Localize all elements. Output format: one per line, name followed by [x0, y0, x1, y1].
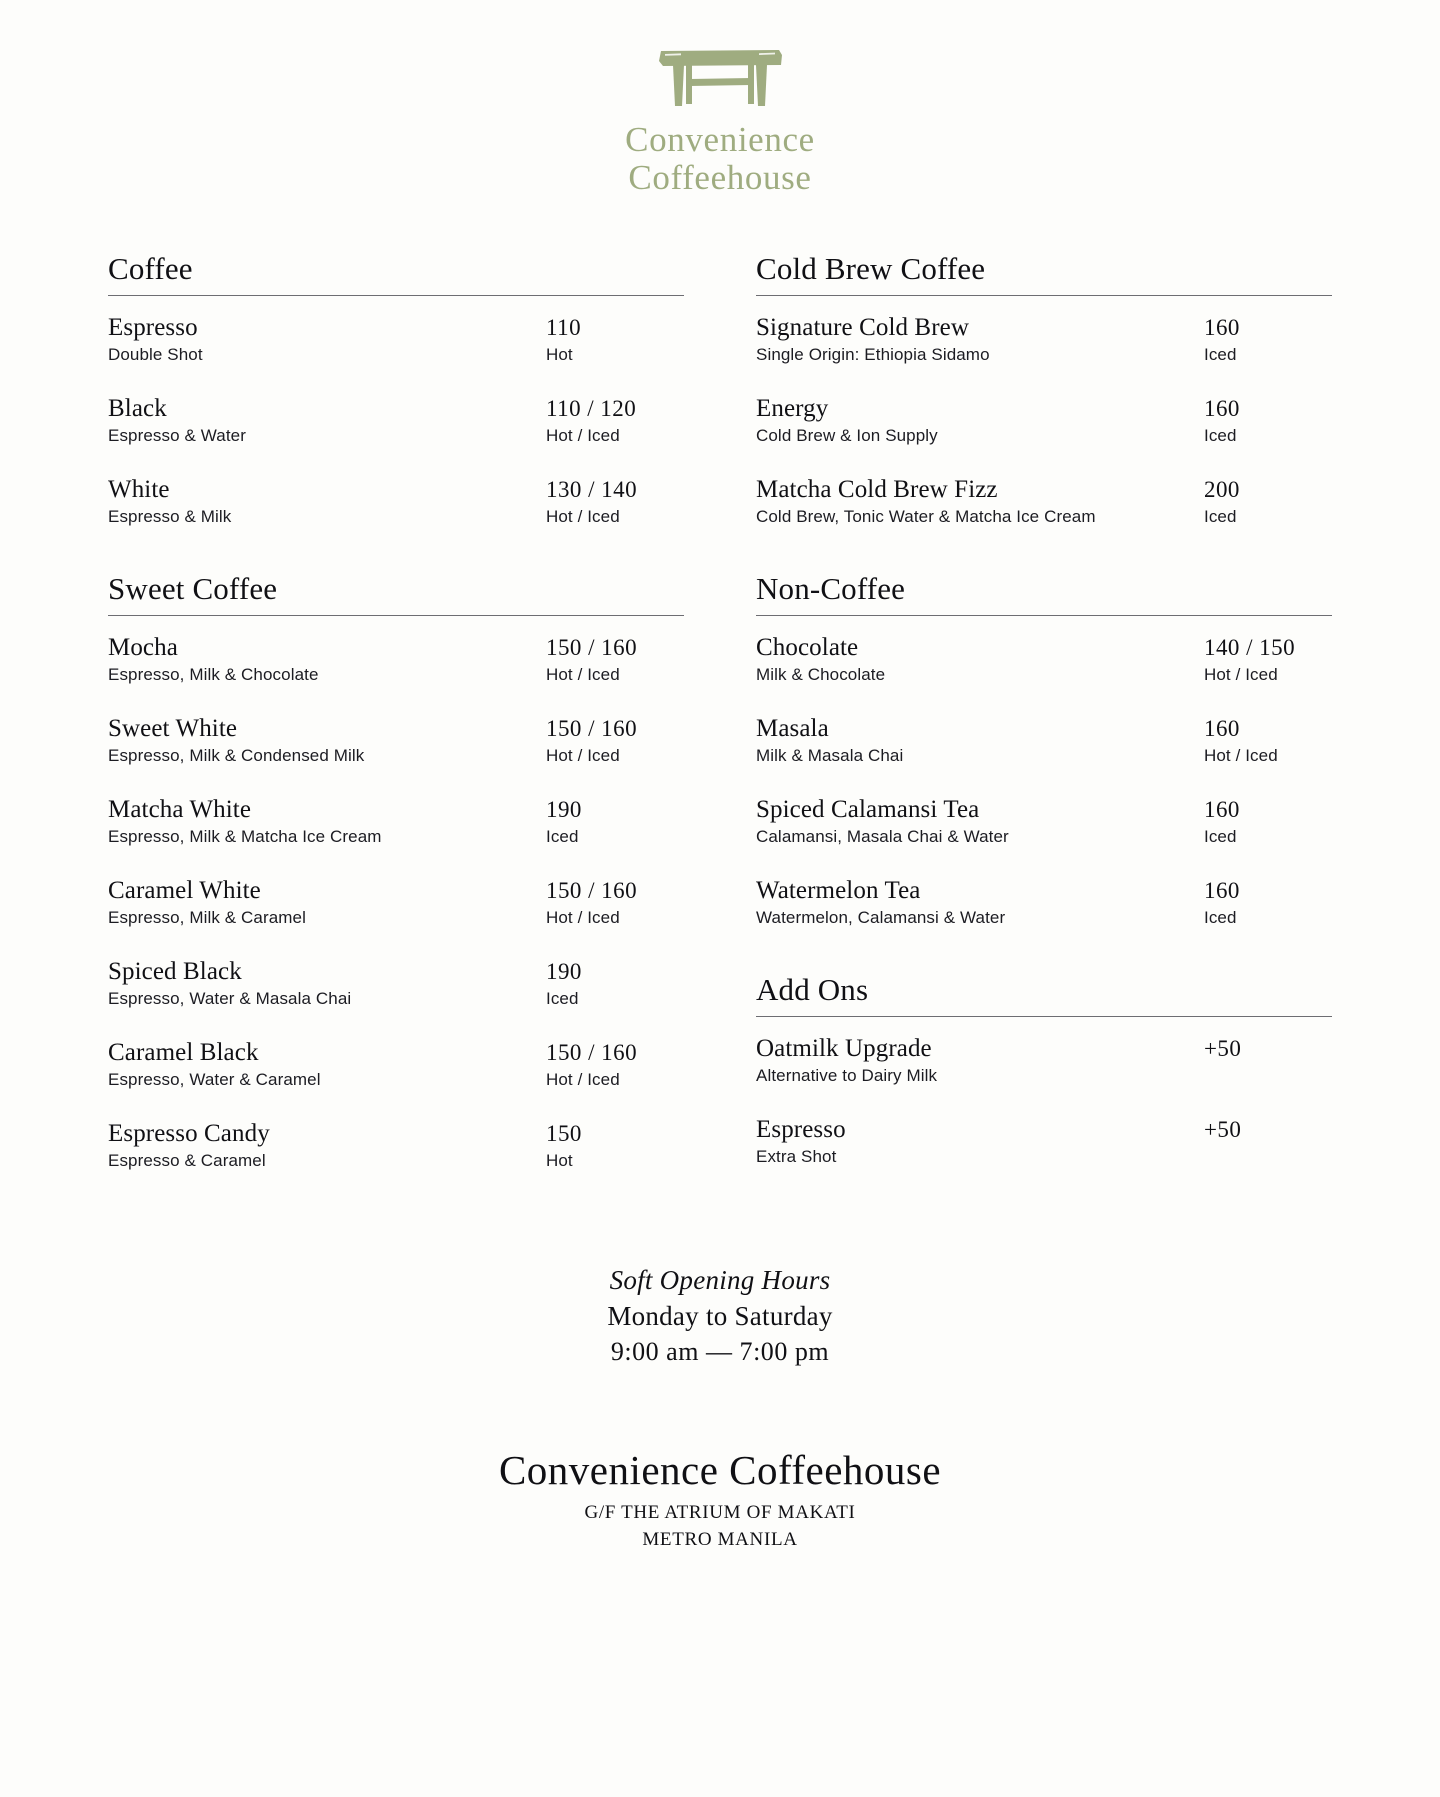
opening-hours-time: 9:00 am — 7:00 pm: [610, 1336, 830, 1366]
menu-item-subline: [756, 908, 1332, 928]
menu-item-subline: [756, 507, 1332, 527]
menu-item-price: 160: [1204, 877, 1240, 903]
menu-item-name: Spiced Calamansi Tea: [756, 795, 980, 823]
menu-item-description: Alternative to Dairy Milk: [756, 1065, 938, 1085]
masthead: [0, 0, 1440, 197]
menu-item-price: 150: [546, 1120, 582, 1146]
menu-item-name: Spiced Black: [108, 957, 242, 985]
menu-item[interactable]: [108, 715, 684, 766]
menu-item-price: 160: [1204, 395, 1240, 421]
menu-item-headline: [108, 877, 684, 905]
opening-hours: [0, 1263, 1440, 1370]
menu-item[interactable]: [108, 796, 684, 847]
menu-item-subline: [108, 345, 684, 365]
menu-item-price: 150 / 160: [546, 634, 638, 660]
menu-item-temperature: Iced: [1204, 425, 1237, 445]
menu-item-price: +50: [1204, 1035, 1242, 1061]
menu-item-price: 110: [546, 314, 582, 340]
menu-item-subline: [108, 908, 684, 928]
menu-item-headline: [108, 476, 684, 504]
menu-item[interactable]: [108, 958, 684, 1009]
menu-column-left: [108, 251, 684, 1171]
menu-item-headline: [108, 314, 684, 342]
menu-item-description: Watermelon, Calamansi & Water: [756, 907, 1006, 927]
menu-item-headline: [756, 1116, 1332, 1144]
menu-item-description: Cold Brew, Tonic Water & Matcha Ice Cream: [756, 506, 1096, 526]
menu-item-description: Milk & Masala Chai: [756, 745, 904, 765]
menu-item-name: Masala: [756, 714, 829, 742]
menu-item-headline: [756, 476, 1332, 504]
menu-item-subline: [756, 827, 1332, 847]
menu-item-description: Espresso, Water & Caramel: [108, 1069, 321, 1089]
menu-item-price: 140 / 150: [1204, 634, 1296, 660]
brand-wordmark-line2: Coffeehouse: [628, 157, 812, 197]
menu-item-name: Caramel White: [108, 876, 261, 904]
menu-item-headline: [108, 796, 684, 824]
menu-item-temperature: Iced: [1204, 826, 1237, 846]
menu-item[interactable]: [756, 476, 1332, 527]
menu-item-price: 130 / 140: [546, 476, 638, 502]
menu-item-subline: [108, 1151, 684, 1171]
menu-item-name: Signature Cold Brew: [756, 313, 969, 341]
menu-item-description: Espresso, Milk & Matcha Ice Cream: [108, 826, 382, 846]
menu-section-sweet-coffee: [108, 571, 684, 1171]
menu-item-description: Espresso & Caramel: [108, 1150, 266, 1170]
menu-item-name: Watermelon Tea: [756, 876, 921, 904]
menu-section-add-ons: [756, 972, 1332, 1167]
menu-section-coffee: [108, 251, 684, 527]
section-divider: [108, 295, 684, 296]
bench-icon: [657, 46, 783, 113]
brand-wordmark: [625, 121, 815, 197]
section-items: [756, 1035, 1332, 1167]
menu-item-headline: [756, 395, 1332, 423]
menu-item-name: Oatmilk Upgrade: [756, 1034, 932, 1062]
menu-item-description: Milk & Chocolate: [756, 664, 886, 684]
menu-item-temperature: Hot / Iced: [546, 664, 620, 684]
menu-item-name: Sweet White: [108, 714, 238, 742]
menu-item-subline: [756, 426, 1332, 446]
page-footer: [0, 1448, 1440, 1594]
menu-section-non-coffee: [756, 571, 1332, 928]
footer-address: [0, 1500, 1440, 1554]
menu-item[interactable]: [756, 314, 1332, 365]
menu-item[interactable]: [108, 314, 684, 365]
section-divider: [108, 615, 684, 616]
section-items: [756, 634, 1332, 928]
menu-item-name: Espresso Candy: [108, 1119, 270, 1147]
section-title: Non-Coffee: [756, 570, 906, 606]
menu-item-description: Double Shot: [108, 344, 203, 364]
menu-item[interactable]: [756, 715, 1332, 766]
menu-item-temperature: Hot / Iced: [1204, 745, 1278, 765]
menu-item-name: Energy: [756, 394, 829, 422]
menu-item-description: Extra Shot: [756, 1146, 837, 1166]
menu-item-temperature: Iced: [1204, 506, 1237, 526]
menu-item-subline: [108, 989, 684, 1009]
section-divider: [756, 615, 1332, 616]
section-title: Cold Brew Coffee: [756, 250, 986, 286]
menu-item-temperature: Iced: [546, 988, 579, 1008]
menu-item-subline: [756, 1066, 1332, 1086]
menu-item-name: Chocolate: [756, 633, 859, 661]
menu-item[interactable]: [108, 476, 684, 527]
menu-item-headline: [108, 1120, 684, 1148]
menu-item-headline: [108, 395, 684, 423]
menu-item-temperature: Hot: [546, 1150, 573, 1170]
menu-item-temperature: Iced: [1204, 907, 1237, 927]
menu-item-price: 160: [1204, 314, 1240, 340]
menu-item-temperature: Hot / Iced: [1204, 664, 1278, 684]
menu-item-name: Espresso: [756, 1115, 846, 1143]
menu-item-name: Mocha: [108, 633, 178, 661]
section-items: [756, 314, 1332, 527]
menu-item-description: Espresso, Water & Masala Chai: [108, 988, 352, 1008]
menu-item-price: 150 / 160: [546, 877, 638, 903]
menu-item[interactable]: [108, 1039, 684, 1090]
menu-item-price: 190: [546, 958, 582, 984]
menu-item-description: Espresso, Milk & Chocolate: [108, 664, 319, 684]
menu-item-subline: [756, 665, 1332, 685]
menu-item[interactable]: [756, 877, 1332, 928]
menu-item-subline: [756, 746, 1332, 766]
menu-item-subline: [108, 746, 684, 766]
menu-item[interactable]: [108, 395, 684, 446]
menu-item-headline: [108, 715, 684, 743]
menu-item-description: Espresso & Water: [108, 425, 246, 445]
menu-item-name: Matcha Cold Brew Fizz: [756, 475, 998, 503]
section-items: [108, 634, 684, 1171]
menu-item-temperature: Hot / Iced: [546, 425, 620, 445]
menu-item[interactable]: [756, 1035, 1332, 1086]
menu-item-name: Matcha White: [108, 795, 252, 823]
menu-item-price: 160: [1204, 796, 1240, 822]
footer-wordmark: Convenience Coffeehouse: [498, 1446, 942, 1493]
menu-item[interactable]: [108, 877, 684, 928]
menu-item-description: Espresso, Milk & Caramel: [108, 907, 306, 927]
menu-item-temperature: Hot: [546, 344, 573, 364]
menu-item[interactable]: [756, 796, 1332, 847]
section-items: [108, 314, 684, 527]
brand-wordmark-line1: Convenience: [625, 120, 815, 159]
menu-item-headline: [108, 958, 684, 986]
menu-item-temperature: Iced: [546, 826, 579, 846]
section-title: Coffee: [108, 250, 193, 286]
menu-column-right: [756, 251, 1332, 1171]
menu-item-headline: [756, 715, 1332, 743]
menu-item-price: 150 / 160: [546, 715, 638, 741]
menu-item-price: 110 / 120: [546, 395, 637, 421]
menu-item-headline: [108, 1039, 684, 1067]
menu-item-subline: [108, 1070, 684, 1090]
menu-item[interactable]: [756, 634, 1332, 685]
menu-item-headline: [756, 1035, 1332, 1063]
section-title: Sweet Coffee: [108, 570, 278, 606]
menu-item-subline: [108, 426, 684, 446]
opening-hours-label: Soft Opening Hours: [609, 1264, 831, 1295]
menu-item-description: Espresso, Milk & Condensed Milk: [108, 745, 365, 765]
menu-item-temperature: Hot / Iced: [546, 506, 620, 526]
menu-item[interactable]: [108, 1120, 684, 1171]
menu-item-price: 160: [1204, 715, 1240, 741]
menu-item-temperature: Hot / Iced: [546, 907, 620, 927]
menu-item-price: 200: [1204, 476, 1240, 502]
menu-body: [0, 251, 1440, 1171]
menu-item-name: Caramel Black: [108, 1038, 259, 1066]
menu-item-price: 190: [546, 796, 582, 822]
menu-item-description: Cold Brew & Ion Supply: [756, 425, 938, 445]
menu-section-cold-brew-coffee: [756, 251, 1332, 527]
menu-item-price: 150 / 160: [546, 1039, 638, 1065]
menu-item-subline: [108, 665, 684, 685]
menu-item-name: Espresso: [108, 313, 198, 341]
menu-item-subline: [108, 827, 684, 847]
menu-item-description: Calamansi, Masala Chai & Water: [756, 826, 1009, 846]
menu-item-headline: [756, 634, 1332, 662]
menu-item-headline: [108, 634, 684, 662]
section-title: Add Ons: [756, 971, 869, 1007]
menu-item-name: White: [108, 475, 170, 503]
menu-item-subline: [108, 507, 684, 527]
menu-item[interactable]: [756, 1116, 1332, 1167]
menu-item-subline: [756, 345, 1332, 365]
footer-address-line2: METRO MANILA: [642, 1528, 798, 1550]
menu-item-temperature: Hot / Iced: [546, 1069, 620, 1089]
menu-item-temperature: Iced: [1204, 344, 1237, 364]
menu-item[interactable]: [756, 395, 1332, 446]
menu-item-description: Espresso & Milk: [108, 506, 232, 526]
section-divider: [756, 295, 1332, 296]
menu-item-temperature: Hot / Iced: [546, 745, 620, 765]
menu-item-headline: [756, 314, 1332, 342]
menu-item-headline: [756, 796, 1332, 824]
opening-hours-days: Monday to Saturday: [607, 1300, 833, 1331]
menu-item[interactable]: [108, 634, 684, 685]
menu-item-description: Single Origin: Ethiopia Sidamo: [756, 344, 990, 364]
menu-item-headline: [756, 877, 1332, 905]
menu-item-subline: [756, 1147, 1332, 1167]
menu-item-name: Black: [108, 394, 167, 422]
footer-address-line1: G/F THE ATRIUM OF MAKATI: [584, 1501, 856, 1523]
menu-item-price: +50: [1204, 1116, 1242, 1142]
section-divider: [756, 1016, 1332, 1017]
